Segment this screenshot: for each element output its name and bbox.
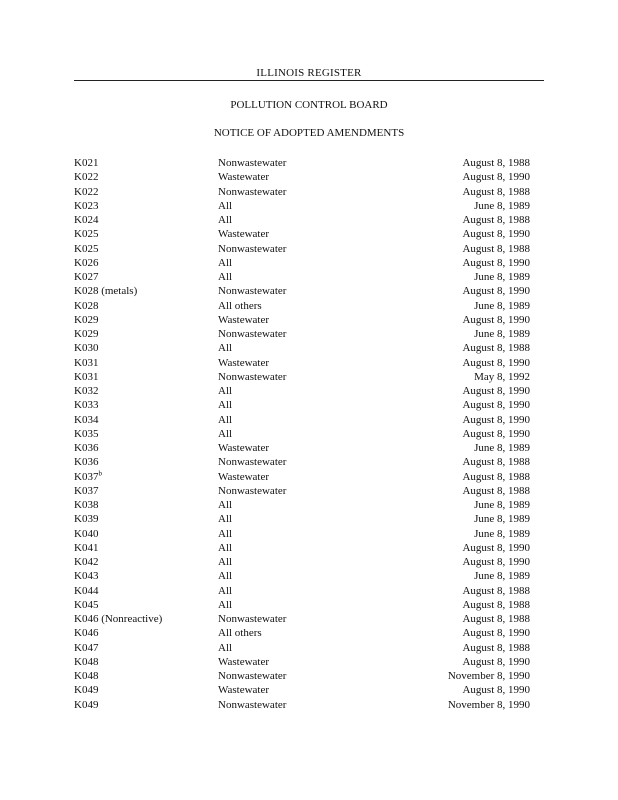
effective-date: August 8, 1990 [462, 171, 530, 184]
table-row [74, 341, 534, 355]
effective-date: June 8, 1989 [474, 271, 530, 283]
waste-code-text: K035 [74, 427, 99, 440]
effective-date: August 8, 1990 [462, 655, 530, 668]
waste-code-text: K044 [74, 584, 99, 597]
waste-code [74, 356, 98, 370]
effective-date: August 8, 1988 [462, 484, 530, 497]
table-row [74, 484, 534, 498]
effective-date: August 8, 1988 [462, 342, 530, 355]
waste-code-text: K023 [74, 199, 99, 212]
waste-subcategory: All [218, 541, 233, 554]
waste-code-text: K049 [74, 684, 99, 697]
waste-code-text: K037 [74, 484, 99, 497]
table-row [74, 698, 534, 712]
waste-subcategory: All [218, 570, 233, 583]
waste-subcategory: Wastewater [218, 655, 270, 668]
waste-subcategory: All [218, 413, 233, 426]
effective-date: August 8, 1988 [462, 641, 530, 654]
effective-date: August 8, 1990 [462, 285, 530, 298]
waste-code-text: K042 [74, 556, 99, 568]
waste-subcategory: All [218, 342, 233, 355]
waste-subcategory: All others [218, 299, 262, 312]
waste-code-text: K022 [74, 171, 99, 184]
table-row [74, 527, 534, 541]
waste-code-text: K030 [74, 342, 99, 355]
table-row [74, 299, 534, 313]
effective-date: August 8, 1990 [462, 256, 530, 269]
table-row [74, 612, 534, 626]
waste-subcategory: All [218, 499, 233, 511]
table-row [74, 270, 534, 284]
waste-subcategory: All [218, 598, 233, 611]
waste-code [74, 569, 98, 583]
waste-code [74, 256, 98, 270]
waste-code-table [74, 156, 534, 712]
waste-code [74, 242, 98, 256]
waste-subcategory: Nonwastewater [218, 670, 287, 682]
waste-code [74, 384, 98, 398]
notice-title: NOTICE OF ADOPTED AMENDMENTS [213, 127, 405, 139]
waste-subcategory: All [218, 256, 233, 269]
effective-date: August 8, 1988 [462, 214, 530, 226]
table-row [74, 213, 534, 227]
effective-date: June 8, 1989 [474, 199, 530, 212]
waste-subcategory: Wastewater [218, 684, 270, 697]
waste-code [74, 612, 162, 626]
waste-subcategory: Nonwastewater [218, 613, 287, 625]
waste-code-text: K028 [74, 299, 99, 312]
waste-subcategory: All [218, 556, 233, 568]
waste-code [74, 512, 98, 526]
waste-code-text: K032 [74, 385, 99, 397]
effective-date: August 8, 1988 [462, 242, 530, 255]
table-row [74, 584, 534, 598]
waste-subcategory: Nonwastewater [218, 328, 287, 340]
waste-code-text: K024 [74, 214, 99, 226]
table-row [74, 284, 534, 298]
waste-code [74, 584, 98, 598]
table-row [74, 441, 534, 455]
waste-subcategory: Nonwastewater [218, 242, 287, 255]
waste-code-text: K025 [74, 228, 99, 241]
waste-subcategory: All [218, 385, 233, 397]
waste-code-text: K021 [74, 157, 99, 169]
waste-code-text: K046 [74, 627, 99, 640]
waste-subcategory: All [218, 427, 233, 440]
waste-code-text: K046 (Nonreactive) [74, 613, 163, 625]
footnote-marker: b [98, 468, 102, 477]
effective-date: August 8, 1990 [462, 413, 530, 426]
table-row [74, 413, 534, 427]
waste-code [74, 170, 98, 184]
waste-subcategory: Wastewater [218, 356, 270, 369]
waste-code-text: K049 [74, 698, 99, 711]
table-row [74, 541, 534, 555]
waste-code [74, 527, 98, 541]
effective-date: June 8, 1989 [474, 513, 530, 526]
waste-code-text: K031 [74, 356, 99, 369]
table-row [74, 156, 534, 170]
table-row [74, 669, 534, 683]
waste-code-text: K026 [74, 256, 99, 269]
waste-subcategory: All [218, 199, 233, 212]
waste-code [74, 498, 98, 512]
effective-date: June 8, 1989 [474, 299, 530, 312]
table-row [74, 185, 534, 199]
waste-subcategory: All [218, 271, 233, 283]
effective-date: June 8, 1989 [474, 570, 530, 583]
waste-code-text: K040 [74, 527, 99, 540]
waste-code [74, 641, 98, 655]
effective-date: August 8, 1990 [462, 556, 530, 568]
effective-date: August 8, 1990 [462, 541, 530, 554]
waste-subcategory: Nonwastewater [218, 456, 287, 469]
effective-date: August 8, 1988 [462, 185, 530, 198]
waste-code-text: K033 [74, 399, 99, 412]
waste-code [74, 413, 98, 427]
effective-date: August 8, 1988 [462, 157, 530, 169]
effective-date: May 8, 1992 [474, 370, 530, 383]
waste-code [74, 199, 98, 213]
table-row [74, 256, 534, 270]
table-row [74, 427, 534, 441]
waste-code [74, 341, 98, 355]
effective-date: August 8, 1988 [462, 584, 530, 597]
effective-date: August 8, 1990 [462, 356, 530, 369]
table-row [74, 655, 534, 669]
table-row [74, 569, 534, 583]
table-row [74, 641, 534, 655]
waste-code [74, 213, 98, 227]
waste-code-text: K047 [74, 641, 99, 654]
waste-code-text: K029 [74, 313, 99, 326]
waste-subcategory: Wastewater [218, 228, 270, 241]
effective-date: August 8, 1988 [462, 456, 530, 469]
table-row [74, 384, 534, 398]
waste-code-text: K037 [74, 470, 99, 483]
waste-code [74, 698, 98, 712]
effective-date: June 8, 1989 [474, 527, 530, 540]
table-row [74, 227, 534, 241]
effective-date: June 8, 1989 [474, 499, 530, 511]
effective-date: August 8, 1988 [462, 598, 530, 611]
table-row [74, 356, 534, 370]
waste-code [74, 683, 98, 697]
waste-subcategory: All [218, 214, 233, 226]
table-row [74, 370, 534, 384]
table-row [74, 313, 534, 327]
effective-date: August 8, 1990 [462, 627, 530, 640]
waste-code [74, 327, 98, 341]
table-row [74, 170, 534, 184]
waste-subcategory: Nonwastewater [218, 157, 287, 169]
waste-code [74, 398, 98, 412]
waste-code-text: K031 [74, 370, 99, 383]
waste-code [74, 370, 98, 384]
effective-date: August 8, 1988 [462, 613, 530, 625]
waste-code-text: K045 [74, 598, 99, 611]
waste-code-text: K029 [74, 328, 99, 340]
waste-code [74, 598, 98, 612]
waste-subcategory: Wastewater [218, 470, 270, 483]
waste-subcategory: Wastewater [218, 171, 270, 184]
waste-code [74, 555, 98, 569]
waste-subcategory: Nonwastewater [218, 484, 287, 497]
waste-subcategory: All [218, 584, 233, 597]
waste-subcategory: All [218, 527, 233, 540]
waste-code-text: K048 [74, 670, 99, 682]
table-row [74, 512, 534, 526]
waste-subcategory: All [218, 641, 233, 654]
waste-code [74, 284, 137, 298]
effective-date: August 8, 1990 [462, 684, 530, 697]
effective-date: August 8, 1990 [462, 385, 530, 397]
table-row [74, 398, 534, 412]
table-row [74, 683, 534, 697]
waste-code [74, 185, 98, 199]
table-row [74, 555, 534, 569]
board-title: POLLUTION CONTROL BOARD [230, 99, 388, 111]
waste-code-text: K027 [74, 271, 99, 283]
waste-code-text: K034 [74, 413, 99, 426]
waste-code [74, 669, 98, 683]
waste-code-text: K038 [74, 499, 99, 511]
waste-code [74, 270, 98, 284]
table-row [74, 598, 534, 612]
waste-code [74, 626, 98, 640]
effective-date: August 8, 1990 [462, 313, 530, 326]
waste-subcategory: Wastewater [218, 313, 270, 326]
table-row [74, 470, 534, 484]
waste-code-text: K048 [74, 655, 99, 668]
waste-code [74, 441, 98, 455]
waste-code-text: K028 (metals) [74, 285, 138, 298]
effective-date: August 8, 1990 [462, 228, 530, 241]
waste-code [74, 313, 98, 327]
table-row [74, 242, 534, 256]
waste-code [74, 427, 98, 441]
waste-code [74, 227, 98, 241]
effective-date: June 8, 1989 [474, 442, 530, 454]
waste-code-text: K041 [74, 541, 99, 554]
waste-code-text: K039 [74, 513, 99, 526]
waste-code [74, 655, 98, 669]
waste-code [74, 455, 98, 469]
waste-code [74, 156, 98, 170]
waste-code-text: K036 [74, 456, 99, 469]
table-row [74, 199, 534, 213]
waste-subcategory: Nonwastewater [218, 185, 287, 198]
waste-code [74, 541, 98, 555]
table-row [74, 498, 534, 512]
waste-subcategory: Nonwastewater [218, 698, 287, 711]
table-row [74, 327, 534, 341]
waste-subcategory: All [218, 513, 233, 526]
waste-code [74, 299, 98, 313]
effective-date: June 8, 1989 [474, 328, 530, 340]
table-row [74, 626, 534, 640]
waste-subcategory: All others [218, 627, 262, 640]
waste-code [74, 484, 98, 498]
waste-code-text: K043 [74, 570, 99, 583]
effective-date: August 8, 1988 [462, 470, 530, 483]
header-rule [74, 80, 544, 81]
waste-subcategory: Nonwastewater [218, 370, 287, 383]
waste-code-text: K036 [74, 442, 99, 454]
effective-date: August 8, 1990 [462, 399, 530, 412]
waste-subcategory: Nonwastewater [218, 285, 287, 298]
effective-date: November 8, 1990 [447, 698, 530, 711]
waste-code-text: K025 [74, 242, 99, 255]
table-row [74, 455, 534, 469]
waste-code-text: K022 [74, 185, 99, 198]
register-title: ILLINOIS REGISTER [256, 67, 362, 79]
waste-subcategory: Wastewater [218, 442, 270, 454]
waste-subcategory: All [218, 399, 233, 412]
effective-date: August 8, 1990 [462, 427, 530, 440]
waste-code [74, 470, 102, 484]
effective-date: November 8, 1990 [447, 670, 530, 682]
